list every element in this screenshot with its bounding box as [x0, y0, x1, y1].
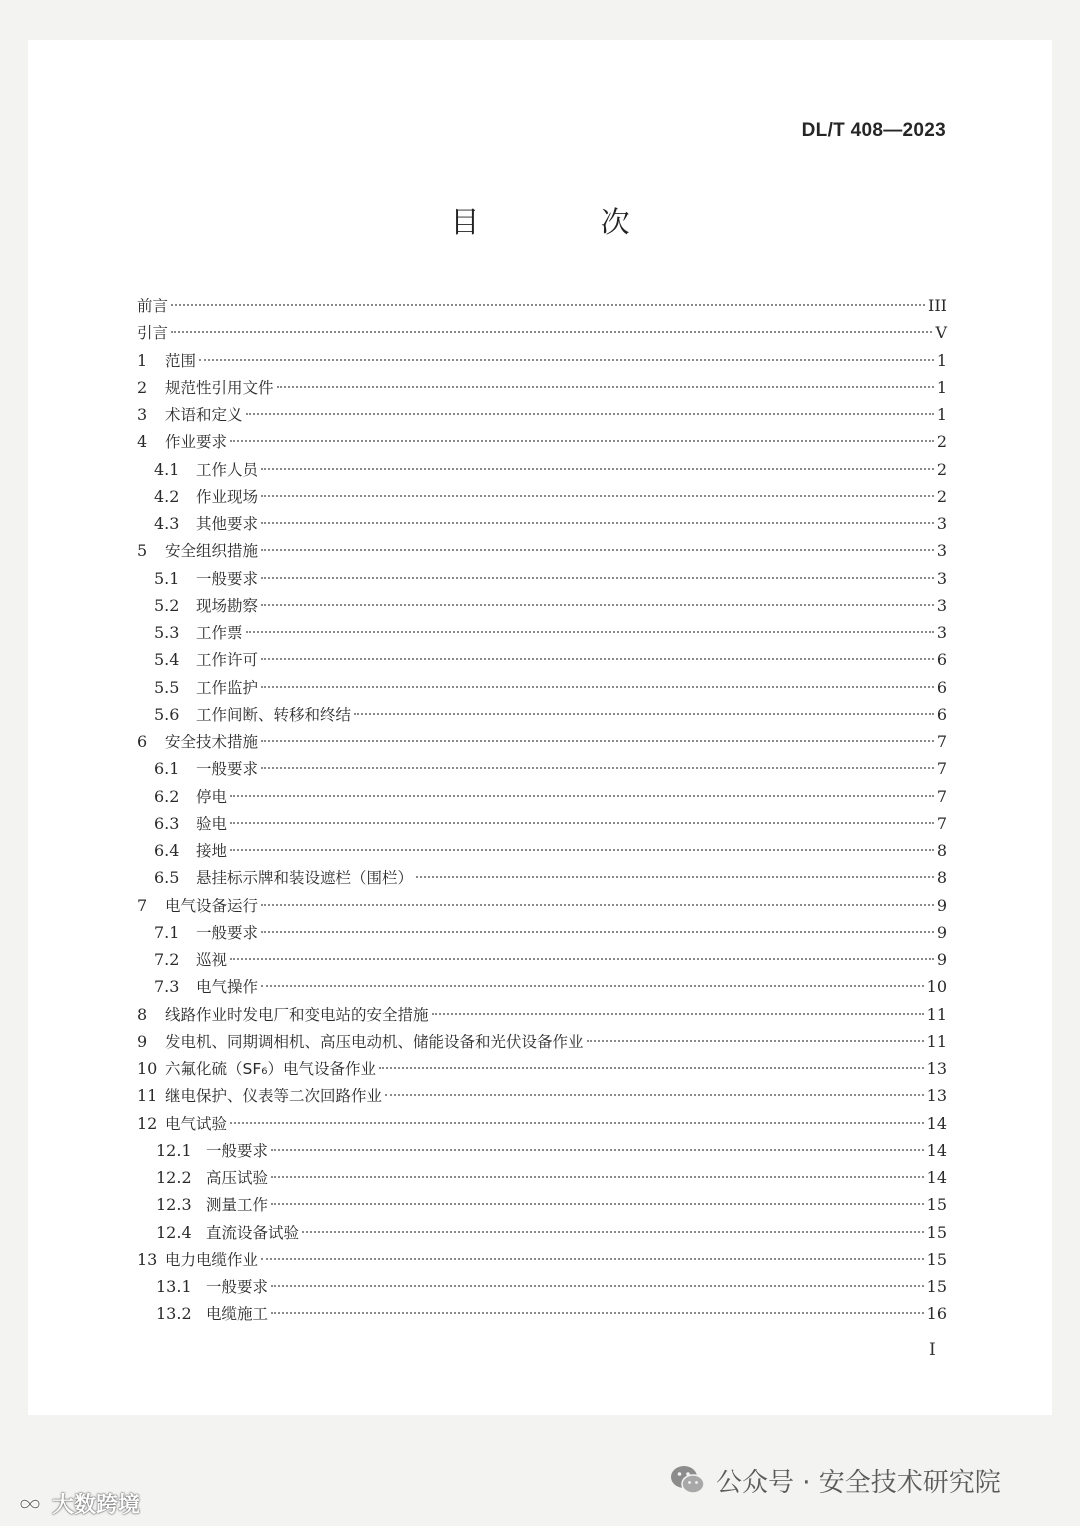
- toc-entry-label: 规范性引用文件: [165, 378, 274, 397]
- toc-entry-label: 工作票: [196, 624, 243, 642]
- toc-entry-number: 1: [137, 350, 148, 370]
- dot-leader: [261, 686, 934, 688]
- toc-entry[interactable]: [137, 510, 947, 537]
- toc-entry-page: 7: [936, 759, 947, 779]
- toc-entry-page: 15: [926, 1195, 947, 1215]
- toc-entry-page: 6: [936, 704, 947, 724]
- toc-entry[interactable]: [137, 592, 947, 619]
- dot-leader: [261, 495, 934, 497]
- dot-leader: [230, 822, 934, 824]
- toc-entry-page: 14: [926, 1168, 947, 1187]
- dot-leader: [432, 1013, 924, 1015]
- toc-entry-label: 停电: [196, 787, 228, 806]
- infinity-logo-icon: [12, 1493, 48, 1515]
- toc-entry-label: 电力电缆作业: [165, 1250, 259, 1269]
- toc-entry-page: 7: [936, 786, 947, 806]
- dot-leader: [171, 331, 932, 333]
- toc-entry-number: 13.1: [156, 1277, 192, 1296]
- toc-entry[interactable]: [137, 1164, 947, 1191]
- toc-entry-label: 巡视: [196, 951, 228, 969]
- toc-entry-label: 线路作业时发电厂和变电站的安全措施: [165, 1005, 429, 1024]
- toc-entry-number: 12.3: [156, 1195, 192, 1215]
- toc-entry-number: 12.1: [156, 1140, 192, 1160]
- table-of-contents: [137, 292, 947, 1328]
- toc-entry-number: 5.5: [154, 677, 180, 697]
- toc-entry[interactable]: [137, 701, 947, 728]
- toc-entry-number: 12: [137, 1113, 158, 1133]
- toc-entry-page: 3: [936, 595, 947, 615]
- toc-entry-label: 高压试验: [206, 1169, 269, 1187]
- toc-entry-label: 引言: [137, 324, 169, 343]
- toc-entry[interactable]: [137, 810, 947, 837]
- toc-entry-page: 2: [936, 432, 947, 452]
- dot-leader: [261, 468, 934, 470]
- toc-entry[interactable]: [137, 1246, 947, 1273]
- dot-leader: [261, 577, 934, 579]
- toc-entry-number: 8: [137, 1004, 148, 1024]
- toc-entry-label: 六氟化硫（SF₆）电气设备作业: [165, 1060, 376, 1078]
- toc-entry-page: 14: [926, 1140, 947, 1160]
- toc-entry-number: 3: [137, 405, 148, 424]
- dot-leader: [246, 631, 934, 633]
- dot-leader: [261, 604, 934, 606]
- document-code: DL/T 408—2023: [801, 120, 946, 141]
- toc-entry-label: 前言: [137, 297, 169, 315]
- dot-leader: [230, 958, 934, 960]
- toc-entry-label: 术语和定义: [165, 406, 243, 424]
- dot-leader: [354, 713, 934, 715]
- toc-entry-page: 3: [936, 541, 947, 561]
- toc-entry[interactable]: [137, 1273, 947, 1300]
- toc-entry-number: 5: [137, 541, 148, 561]
- toc-entry-label: 工作许可: [196, 651, 259, 670]
- toc-entry-page: 9: [936, 895, 947, 915]
- toc-entry-label: 工作间断、转移和终结: [196, 705, 352, 724]
- toc-entry-page: 15: [926, 1249, 947, 1269]
- toc-entry-page: 7: [936, 732, 947, 751]
- toc-entry[interactable]: [137, 919, 947, 946]
- toc-entry-number: 12.2: [156, 1168, 192, 1187]
- toc-entry[interactable]: [137, 864, 947, 891]
- toc-entry-label: 工作监护: [196, 678, 259, 697]
- toc-entry-number: 11: [137, 1086, 158, 1106]
- dot-leader: [385, 1094, 924, 1096]
- toc-entry[interactable]: [137, 1110, 947, 1137]
- dot-leader: [277, 386, 934, 388]
- toc-entry-page: III: [928, 296, 947, 315]
- toc-entry-number: 5.1: [154, 568, 180, 588]
- toc-entry-page: 9: [936, 950, 947, 969]
- toc-entry-page: V: [935, 323, 947, 343]
- toc-entry[interactable]: [137, 1028, 947, 1055]
- toc-entry[interactable]: [137, 1137, 947, 1164]
- toc-entry-number: 4: [137, 432, 148, 452]
- toc-entry-page: 16: [926, 1304, 947, 1324]
- toc-entry-number: 6.2: [154, 786, 180, 806]
- toc-entry-label: 验电: [196, 814, 228, 833]
- dot-leader: [261, 904, 934, 906]
- toc-entry-label: 直流设备试验: [206, 1223, 300, 1242]
- toc-entry[interactable]: [137, 1191, 947, 1218]
- toc-entry-page: 15: [926, 1222, 947, 1242]
- toc-entry-label: 电缆施工: [206, 1305, 269, 1324]
- toc-entry-number: 7.1: [154, 922, 180, 942]
- toc-entry-page: 3: [936, 623, 947, 642]
- dot-leader: [261, 985, 924, 987]
- dot-leader: [230, 795, 934, 797]
- toc-entry[interactable]: [137, 401, 947, 428]
- toc-entry[interactable]: [137, 946, 947, 973]
- toc-entry-page: 13: [926, 1086, 947, 1106]
- toc-entry[interactable]: [137, 565, 947, 592]
- toc-entry-label: 其他要求: [196, 515, 259, 533]
- toc-entry-page: 6: [936, 650, 947, 670]
- dot-leader: [261, 767, 934, 769]
- toc-entry-label: 继电保护、仪表等二次回路作业: [165, 1087, 383, 1106]
- toc-entry-page: 13: [926, 1059, 947, 1078]
- toc-entry-label: 安全组织措施: [165, 542, 259, 561]
- toc-entry-label: 测量工作: [206, 1196, 269, 1215]
- dot-leader: [271, 1285, 924, 1287]
- dot-leader: [416, 876, 934, 878]
- toc-entry-number: 7.3: [154, 977, 180, 997]
- toc-entry[interactable]: [137, 892, 947, 919]
- toc-entry-number: 7.2: [154, 950, 180, 969]
- toc-entry-page: 8: [936, 841, 947, 860]
- dot-leader: [261, 658, 934, 660]
- dot-leader: [246, 413, 934, 415]
- toc-entry-label: 电气设备运行: [165, 896, 259, 915]
- toc-entry-label: 工作人员: [196, 460, 259, 479]
- toc-entry[interactable]: [137, 456, 947, 483]
- toc-entry-number: 7: [137, 895, 148, 915]
- toc-entry-page: 1: [936, 405, 947, 424]
- toc-entry-number: 6.5: [154, 868, 180, 888]
- toc-entry-number: 4.1: [154, 459, 180, 479]
- toc-entry[interactable]: [137, 837, 947, 864]
- toc-entry-number: 6.4: [154, 841, 180, 860]
- toc-entry[interactable]: [137, 1300, 947, 1327]
- toc-entry-page: 2: [936, 459, 947, 479]
- toc-entry-number: 9: [137, 1031, 148, 1051]
- toc-entry-page: 14: [926, 1113, 947, 1133]
- toc-entry[interactable]: [137, 1219, 947, 1246]
- toc-entry-number: 5.3: [154, 623, 180, 642]
- toc-entry-number: 10: [137, 1059, 158, 1078]
- toc-entry-number: 13: [137, 1249, 158, 1269]
- toc-entry-number: 5.2: [154, 595, 180, 615]
- toc-entry-label: 一般要求: [206, 1278, 269, 1296]
- toc-entry-label: 现场勘察: [196, 596, 259, 615]
- dot-leader: [271, 1176, 924, 1178]
- wechat-icon: [668, 1460, 708, 1500]
- toc-entry[interactable]: [137, 319, 947, 346]
- toc-entry[interactable]: [137, 646, 947, 673]
- toc-entry[interactable]: [137, 1001, 947, 1028]
- dot-leader: [230, 1122, 924, 1124]
- toc-entry[interactable]: [137, 292, 947, 319]
- brand-watermark: [12, 1488, 140, 1519]
- toc-entry-page: 9: [936, 922, 947, 942]
- wechat-watermark: [668, 1460, 1001, 1500]
- toc-entry[interactable]: [137, 347, 947, 374]
- toc-entry-page: 3: [936, 514, 947, 533]
- toc-entry-number: 13.2: [156, 1304, 192, 1324]
- toc-entry-label: 一般要求: [196, 760, 259, 779]
- toc-entry-label: 悬挂标示牌和装设遮栏（围栏）: [196, 869, 414, 888]
- toc-entry-label: 范围: [165, 351, 197, 370]
- toc-entry-label: 一般要求: [206, 1141, 269, 1160]
- dot-leader: [271, 1203, 924, 1205]
- dot-leader: [302, 1231, 924, 1233]
- toc-entry-number: 2: [137, 377, 148, 397]
- toc-entry-number: 6: [137, 732, 148, 751]
- toc-entry-page: 2: [936, 486, 947, 506]
- watermark-brand-text: 大数跨境: [52, 1493, 141, 1518]
- toc-entry-number: 6.1: [154, 759, 180, 779]
- toc-entry-label: 电气试验: [165, 1114, 228, 1133]
- toc-entry-number: 12.4: [156, 1222, 192, 1242]
- toc-entry[interactable]: [137, 374, 947, 401]
- page-number: I: [929, 1340, 936, 1360]
- dot-leader: [199, 359, 934, 361]
- toc-entry-number: 4.3: [154, 514, 180, 533]
- toc-entry[interactable]: [137, 619, 947, 646]
- toc-entry-label: 一般要求: [196, 923, 259, 942]
- dot-leader: [261, 931, 934, 933]
- toc-entry-label: 电气操作: [196, 978, 259, 997]
- dot-leader: [261, 549, 934, 551]
- toc-entry[interactable]: [137, 728, 947, 755]
- toc-entry[interactable]: [137, 483, 947, 510]
- toc-entry-number: 5.6: [154, 704, 180, 724]
- toc-entry[interactable]: [137, 1055, 947, 1082]
- toc-entry-page: 1: [936, 350, 947, 370]
- dot-leader: [261, 740, 934, 742]
- toc-entry-page: 7: [936, 813, 947, 833]
- dot-leader: [271, 1312, 924, 1314]
- toc-entry-label: 接地: [196, 842, 228, 860]
- toc-entry-label: 安全技术措施: [165, 733, 259, 751]
- toc-entry[interactable]: [137, 674, 947, 701]
- toc-entry-page: 10: [926, 977, 947, 997]
- toc-entry-page: 11: [926, 1031, 947, 1051]
- toc-entry-number: 6.3: [154, 813, 180, 833]
- toc-entry-page: 1: [936, 377, 947, 397]
- toc-entry-label: 发电机、同期调相机、高压电动机、储能设备和光伏设备作业: [165, 1032, 584, 1051]
- toc-entry-label: 作业现场: [196, 487, 259, 506]
- toc-entry[interactable]: [137, 783, 947, 810]
- toc-entry-number: 4.2: [154, 486, 180, 506]
- dot-leader: [271, 1149, 924, 1151]
- toc-entry-number: 5.4: [154, 650, 180, 670]
- toc-entry[interactable]: [137, 537, 947, 564]
- toc-entry[interactable]: [137, 755, 947, 782]
- page-title: 目 次: [450, 205, 686, 239]
- toc-entry[interactable]: [137, 1082, 947, 1109]
- toc-entry[interactable]: [137, 428, 947, 455]
- dot-leader: [587, 1040, 924, 1042]
- toc-entry-page: 6: [936, 677, 947, 697]
- dot-leader: [261, 1258, 924, 1260]
- toc-entry-page: 3: [936, 568, 947, 588]
- toc-entry-label: 一般要求: [196, 569, 259, 588]
- dot-leader: [171, 304, 925, 306]
- dot-leader: [379, 1067, 924, 1069]
- dot-leader: [230, 440, 934, 442]
- toc-entry[interactable]: [137, 973, 947, 1000]
- dot-leader: [261, 522, 934, 524]
- toc-entry-page: 15: [926, 1277, 947, 1296]
- toc-entry-page: 8: [936, 868, 947, 888]
- toc-entry-label: 作业要求: [165, 433, 228, 452]
- dot-leader: [230, 849, 934, 851]
- watermark-text: 公众号 · 安全技术研究院: [716, 1467, 1001, 1498]
- toc-entry-page: 11: [926, 1004, 947, 1024]
